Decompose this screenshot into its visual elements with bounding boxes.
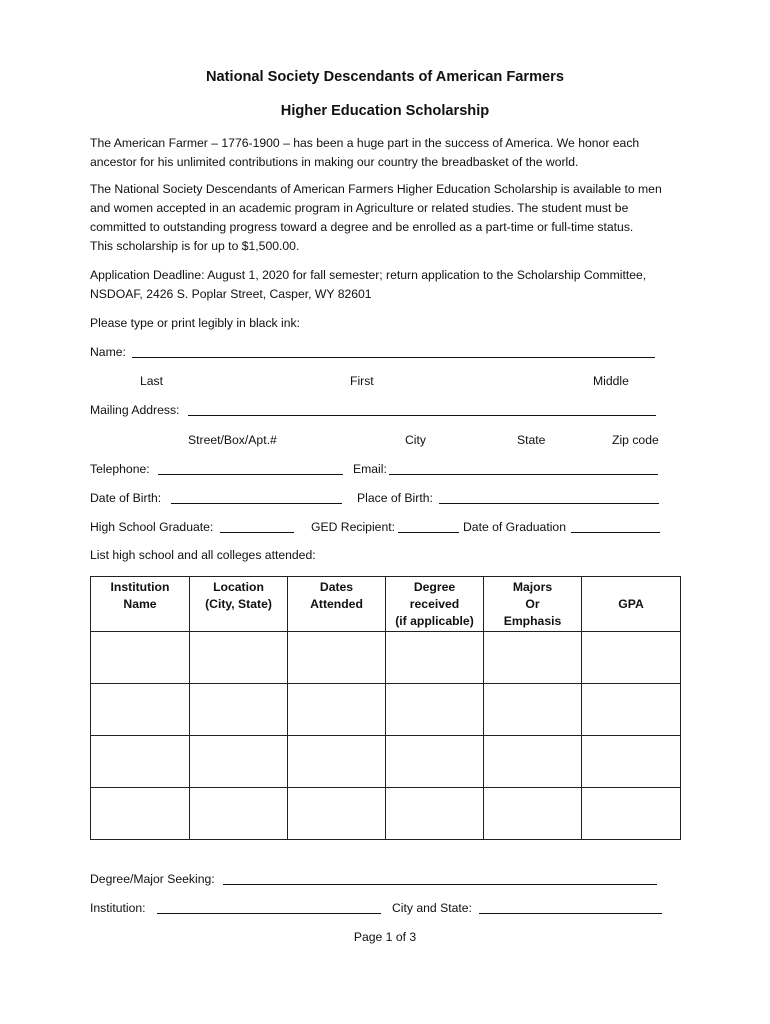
name-sub-middle: Middle	[593, 374, 629, 388]
dob-field[interactable]	[171, 503, 342, 504]
table-cell[interactable]	[582, 632, 681, 684]
table-cell[interactable]	[582, 788, 681, 840]
header-degree-received	[386, 577, 484, 632]
telephone-field[interactable]	[158, 474, 343, 475]
table-cell[interactable]	[288, 684, 386, 736]
form-title: Higher Education Scholarship	[280, 103, 490, 119]
address-field[interactable]	[188, 415, 656, 416]
intro-paragraph-2	[90, 180, 690, 256]
table-cell[interactable]	[386, 632, 484, 684]
header-line: Dates	[319, 580, 354, 594]
name-label: Name:	[90, 345, 126, 359]
header-dates-attended	[288, 577, 386, 632]
grad-date-label: Date of Graduation	[463, 520, 566, 534]
name-field[interactable]	[132, 357, 655, 358]
instruction-text: Please type or print legibly in black ink:	[90, 316, 301, 330]
header-location	[190, 577, 288, 632]
header-line: Emphasis	[503, 614, 562, 628]
intro-paragraph-1	[90, 134, 690, 172]
table-cell[interactable]	[91, 632, 190, 684]
deadline-paragraph	[90, 266, 690, 304]
header-line: Location	[213, 580, 264, 594]
table-cell[interactable]	[91, 684, 190, 736]
header-line: (City, State)	[205, 597, 272, 611]
header-line: Attended	[310, 597, 363, 611]
header-gpa	[582, 577, 681, 632]
intro-p2-line: committed to outstanding progress toward a degree and be enrolled as a part-time or full-time status.	[90, 220, 634, 234]
table-row	[91, 632, 681, 684]
intro-p1-line: ancestor for his unlimited contributions in making our country the breadbasket of the world.	[90, 155, 579, 169]
table-cell[interactable]	[386, 788, 484, 840]
address-sub-zip: Zip code	[612, 433, 659, 447]
degree-seeking-field[interactable]	[223, 884, 657, 885]
table-cell[interactable]	[190, 684, 288, 736]
header-line: Or	[525, 597, 540, 611]
degree-seeking-label: Degree/Major Seeking:	[90, 872, 215, 886]
table-cell[interactable]	[484, 736, 582, 788]
address-sub-street: Street/Box/Apt.#	[188, 433, 277, 447]
table-cell[interactable]	[190, 788, 288, 840]
table-cell[interactable]	[386, 684, 484, 736]
telephone-label: Telephone:	[90, 462, 150, 476]
intro-p2-line: This scholarship is for up to $1,500.00.	[90, 239, 300, 253]
name-sub-last: Last	[140, 374, 164, 388]
intro-p2-line: and women accepted in an academic program in Agriculture or related studies. The student must be	[90, 201, 629, 215]
table-cell[interactable]	[484, 788, 582, 840]
intro-p1-line: The American Farmer – 1776-1900 – has been a huge part in the success of America. We honor each	[90, 136, 640, 150]
city-state-label: City and State:	[392, 901, 472, 915]
table-cell[interactable]	[484, 684, 582, 736]
pob-field[interactable]	[439, 503, 659, 504]
institution-label: Institution:	[90, 901, 146, 915]
table-cell[interactable]	[288, 736, 386, 788]
header-institution-name	[91, 577, 190, 632]
address-sub-state: State	[517, 433, 546, 447]
address-label: Mailing Address:	[90, 403, 180, 417]
address-sub-city: City	[405, 433, 426, 447]
ged-label: GED Recipient:	[311, 520, 395, 534]
table-cell[interactable]	[288, 632, 386, 684]
header-line: received	[409, 597, 460, 611]
email-label: Email:	[353, 462, 387, 476]
table-cell[interactable]	[582, 736, 681, 788]
table-cell[interactable]	[190, 632, 288, 684]
table-cell[interactable]	[91, 788, 190, 840]
header-line: (if applicable)	[395, 614, 474, 628]
header-majors	[484, 577, 582, 632]
header-line: Degree	[413, 580, 456, 594]
org-title: National Society Descendants of American Farmers	[206, 69, 564, 85]
table-cell[interactable]	[582, 684, 681, 736]
table-row	[91, 684, 681, 736]
education-table	[90, 576, 681, 840]
table-cell[interactable]	[386, 736, 484, 788]
table-cell[interactable]	[190, 736, 288, 788]
table-header-row	[91, 577, 681, 632]
institution-field[interactable]	[157, 913, 381, 914]
ged-field[interactable]	[398, 532, 459, 533]
hs-grad-field[interactable]	[220, 532, 294, 533]
table-row	[91, 736, 681, 788]
table-row	[91, 788, 681, 840]
hs-grad-label: High School Graduate:	[90, 520, 214, 534]
deadline-line: Application Deadline: August 1, 2020 for fall semester; return application to the Scholarship Committee,	[90, 268, 647, 282]
list-label: List high school and all colleges attended:	[90, 548, 316, 562]
table-cell[interactable]	[484, 632, 582, 684]
name-sub-first: First	[350, 374, 374, 388]
header-line: Name	[123, 597, 157, 611]
intro-p2-line: The National Society Descendants of American Farmers Higher Education Scholarship is available to men	[90, 182, 662, 196]
table-cell[interactable]	[91, 736, 190, 788]
grad-date-field[interactable]	[571, 532, 660, 533]
city-state-field[interactable]	[479, 913, 662, 914]
header-line: Majors	[512, 580, 553, 594]
table-cell[interactable]	[288, 788, 386, 840]
pob-label: Place of Birth:	[357, 491, 433, 505]
header-line: GPA	[618, 596, 644, 611]
header-line: Institution	[110, 580, 170, 594]
dob-label: Date of Birth:	[90, 491, 162, 505]
deadline-line: NSDOAF, 2426 S. Poplar Street, Casper, WY 82601	[90, 287, 372, 301]
email-field[interactable]	[389, 474, 658, 475]
page-number: Page 1 of 3	[353, 930, 417, 944]
